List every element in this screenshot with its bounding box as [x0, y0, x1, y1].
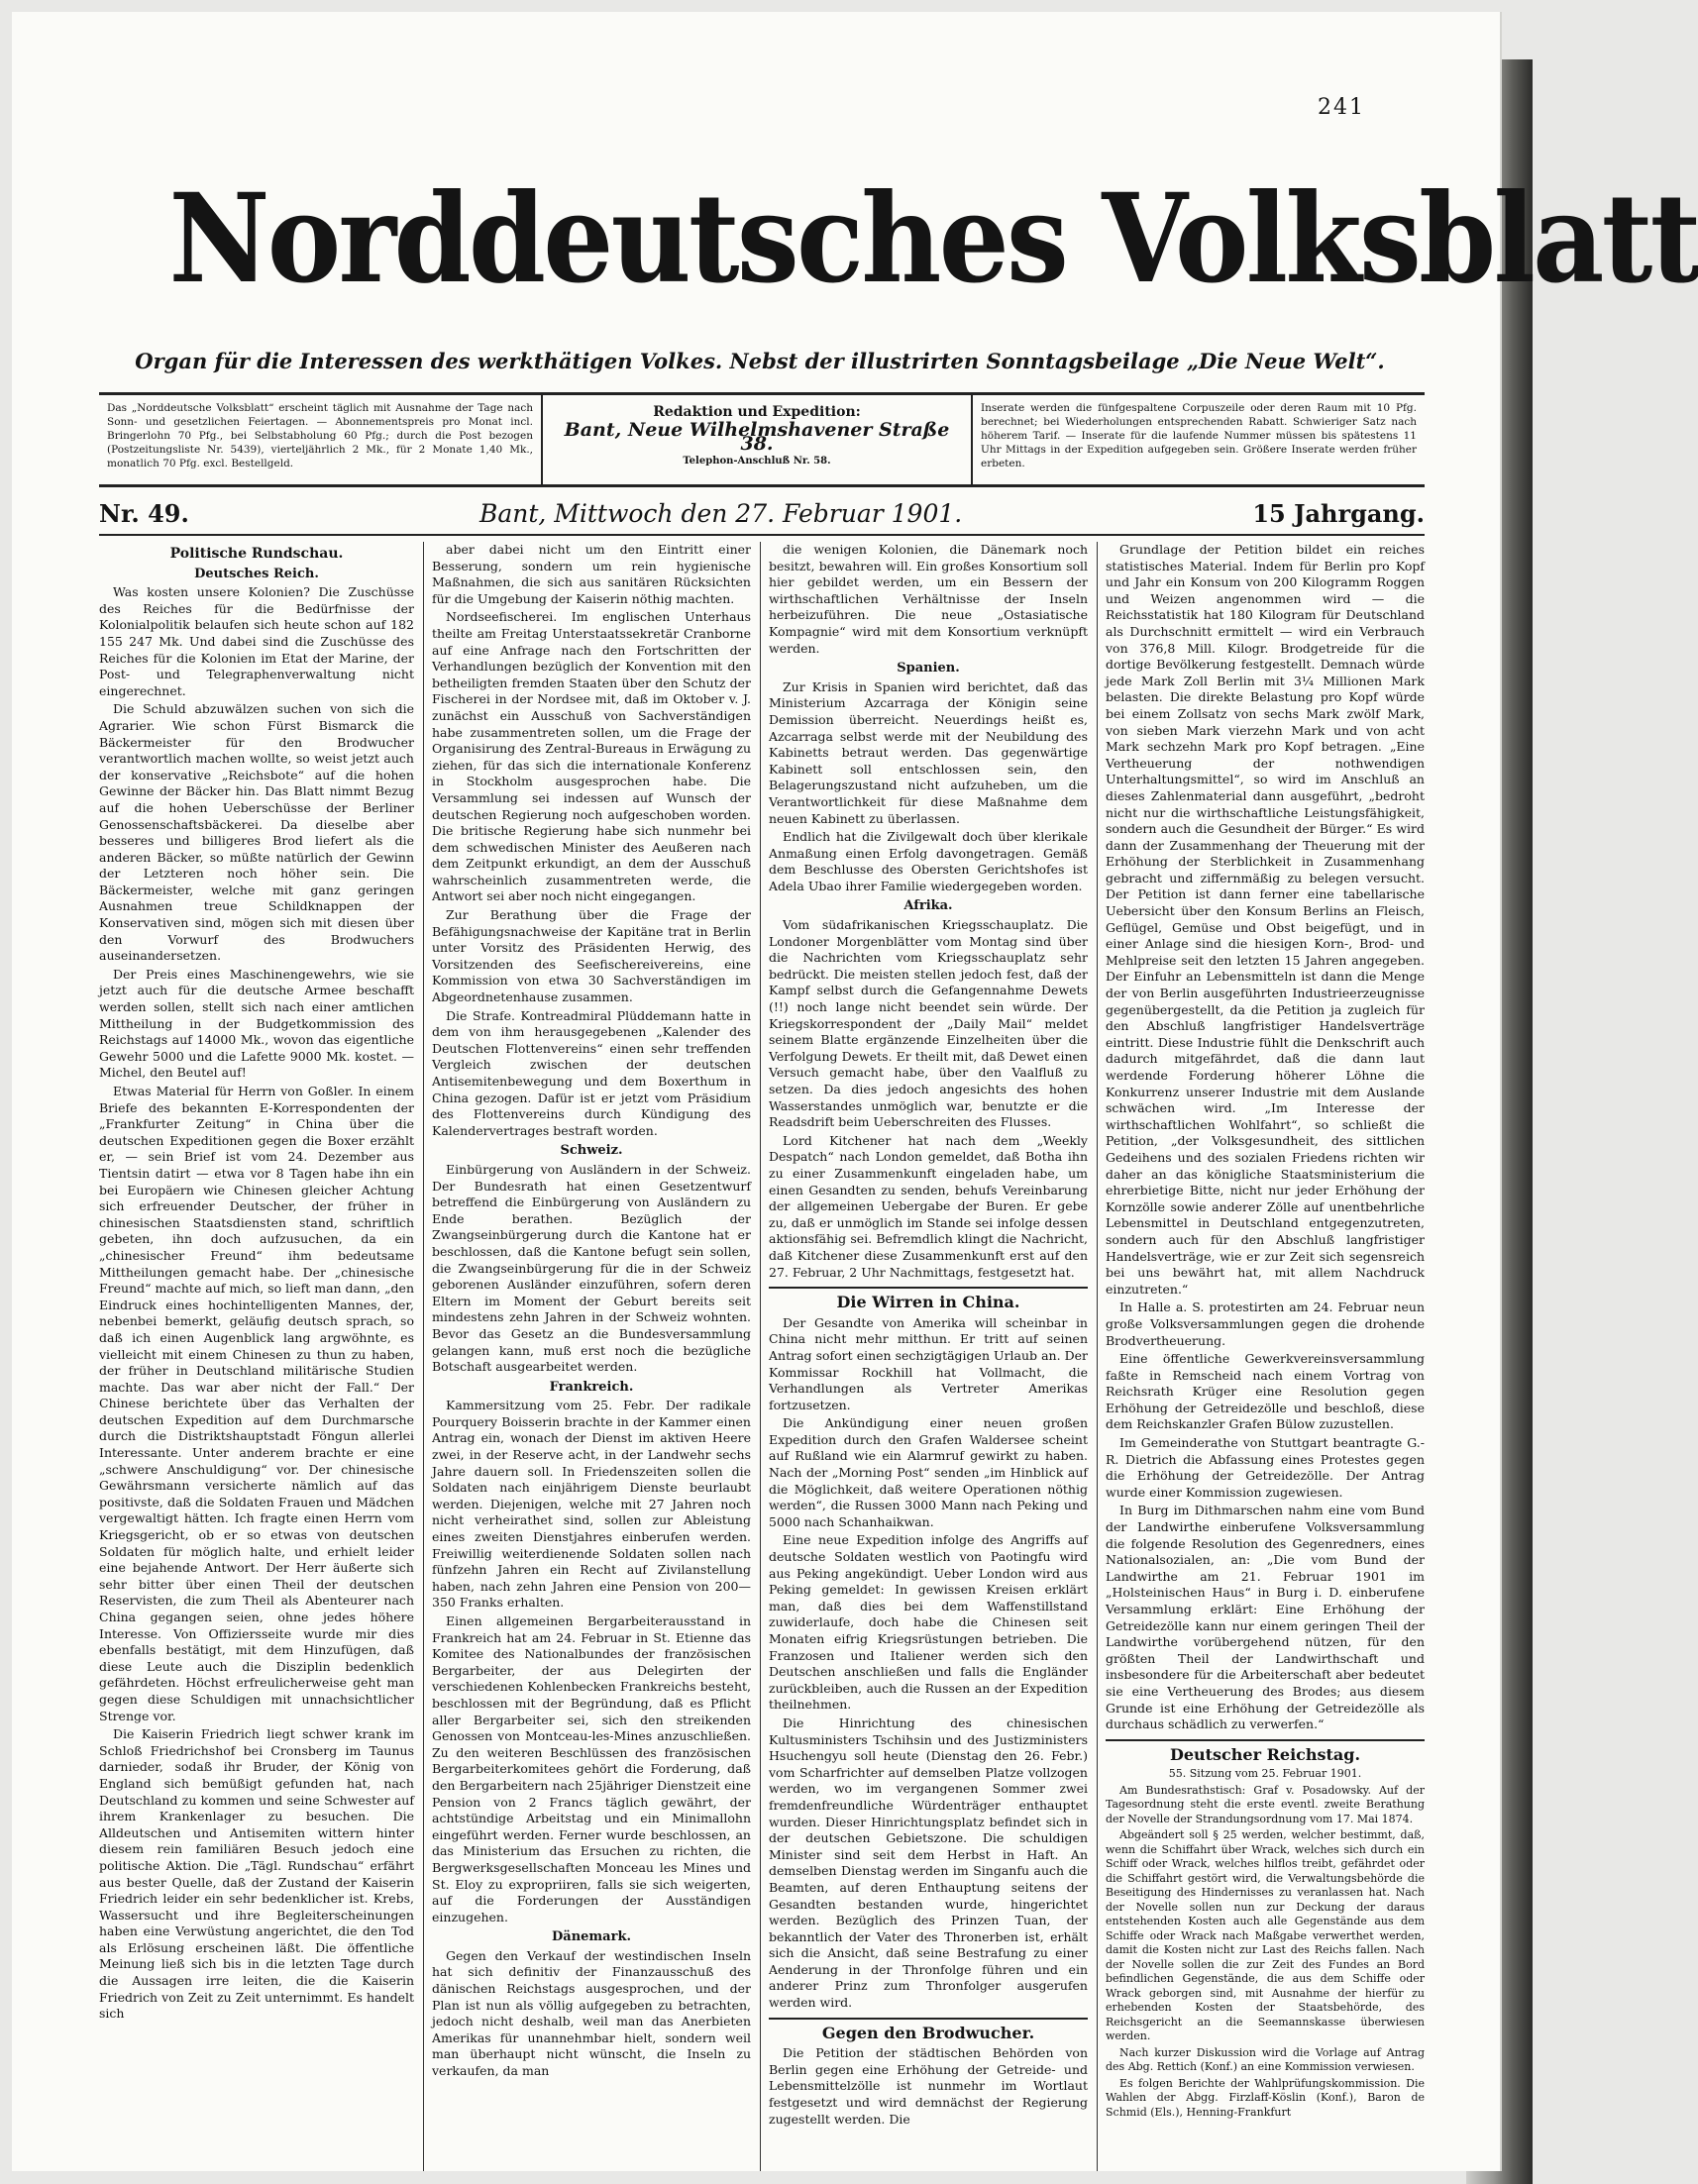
session-line: 55. Sitzung vom 25. Februar 1901.	[1168, 1767, 1362, 1781]
article-paragraph: Vom südafrikanischen Kriegsschauplatz. Die Londoner Morgenblätter vom Montag sind über die Nachrichten vom Kriegsschauplatz sehr bedrückt. Die meisten stellen jedoch fest, daß der Kampf selbst durch die Gefangennahme Dewets (!!) noch lange nicht beendet sein würde. Der Kriegskorrespondent der „Daily Mail“ meldet seinem Blatte ergänzende Einzelheiten über die Verfolgung Dewets. Er theilt mit, daß Dewet einen Versuch gemacht habe, über den Vaalfluß zu setzen. Da dies jedoch angesichts des hohen Wasserstandes unmöglich war, benutzte er die Readsdrift beim Ueberschreiten des Flusses.	[769, 917, 1088, 1130]
article-paragraph: In Burg im Dithmarschen nahm eine vom Bund der Landwirthe einberufene Volksversammlung die folgende Resolution des Gegenredners, eines Nationalsozialen, an: „Die vom Bund der Landwirthe am 21. Februar 1901 im „Holsteinischen Haus“ in Burg i. D. einberufene Versammlung erklärt: Eine Erhöhung der Getreidezölle kann nur einem geringen Theil der Landwirthe vorübergehend nützen, für den größten Theil der Landwirthschaft und insbesondere für die Arbeiterschaft aber bedeutet sie eine Vertheuerung des Brodes; aus diesem Grunde ist eine Erhöhung der Getreidezölle als durchaus schädlich zu verwerfen.“	[1106, 1503, 1425, 1732]
article-paragraph: Der Preis eines Maschinengewehrs, wie sie jetzt auch für die deutsche Armee beschafft werden sollen, stellt sich nach einer amtlichen Mittheilung in der Budgetkommission des Reichstags auf 14000 Mk., wovon das eigentliche Gewehr 5000 und die Lafette 9000 Mk. kostet. — Michel, den Beutel auf!	[99, 966, 414, 1081]
article-heading: Gegen den Brodwucher.	[821, 2023, 1035, 2042]
column-3	[769, 542, 1088, 2171]
article-paragraph: Die Strafe. Kontreadmiral Plüddemann hatte in dem von ihm herausgegebenen „Kalender des Deutschen Flottenvereins“ einen sehr treffenden Vergleich zwischen der deutschen Antisemitenbewegung und dem Boxerthum in China gezogen. Dafür ist er jetzt vom Präsidium des Flottenvereins durch Kündigung des Kalendervertrages bestraft worden.	[432, 1007, 751, 1138]
article-paragraph: In Halle a. S. protestirten am 24. Februar neun große Volksversammlungen gegen die drohende Brodvertheuerung.	[1106, 1300, 1425, 1348]
subsection-heading: Deutsches Reich.	[194, 566, 319, 581]
newspaper-page	[12, 12, 1698, 2171]
office-phone: Telephon-Anschluß Nr. 58.	[683, 456, 831, 467]
article-heading: Deutscher Reichstag.	[1169, 1744, 1361, 1764]
article-paragraph: Einbürgerung von Ausländern in der Schweiz. Der Bundesrath hat einen Gesetzentwurf betreffend die Einbürgerung von Ausländern zu Ende berathen. Bezüglich der Zwangseinbürgerung durch die Kantone hat er beschlossen, daß die Kantone befugt sein sollen, die Zwangseinbürgerung für die in der Schweiz geborenen Ausländer einzuführen, sofern deren Eltern im Moment der Geburt bereits seit mindestens zehn Jahren in der Schweiz wohnten. Bevor das Gesetz an die Bundesversammlung gelangen kann, muß erst noch die bezügliche Botschaft ausgearbeitet werden.	[432, 1161, 751, 1375]
article-paragraph: Was kosten unsere Kolonien? Die Zuschüsse des Reiches für die Bedürfnisse der Kolonialpolitik belaufen sich heute schon auf 182 155 247 Mk. Und dabei sind die Zuschüsse des Reiches für die Kolonien im Etat der Marine, der Post- und Telegraphenverwaltung nicht eingerechnet.	[99, 584, 414, 698]
page-number: 241	[1318, 95, 1365, 120]
article-paragraph: Eine neue Expedition infolge des Angriffs auf deutsche Soldaten westlich von Paotingfu wird aus Peking angekündigt. Ueber London wird aus Peking gemeldet: In gewissen Kreisen erklärt man, daß dies bei dem Waffenstillstand zuwiderlaufe, doch habe die Chinesen seit Monaten eifrig Kriegsrüstungen betrieben. Die Franzosen und Italiener werden sich den Deutschen anschließen und falls die Engländer zurückbleiben, auch die Russen an der Expedition theilnehmen.	[769, 1532, 1088, 1713]
subscription-info: Das „Norddeutsche Volksblatt“ erscheint täglich mit Ausnahme der Tage nach Sonn- und gesetzlichen Feiertagen. — Abonnementspreis pro Monat incl. Bringerlohn 70 Pfg., bei Selbstabholung 60 Pfg.; durch die Post bezogen (Postzeitungsliste Nr. 5439), vierteljährlich 2 Mk., für 2 Monate 1,40 Mk., monatlich 70 Pfg. excl. Bestellgeld.	[99, 395, 543, 484]
divider	[769, 1287, 1088, 1289]
issue-year: 15 Jahrgang.	[1252, 498, 1425, 528]
article-paragraph: Einen allgemeinen Bergarbeiterausstand in Frankreich hat am 24. Februar in St. Etienne das Komitee des Nationalbundes der französischen Bergarbeiter, der aus Delegirten der verschiedenen Kohlenbecken Frankreichs besteht, beschlossen mit der Begründung, daß es Pflicht aller Bergarbeiter sei, sich den streikenden Genossen von Montceau-les-Mines anzuschließen. Zu den weiteren Beschlüssen des französischen Bergarbeiterkomitees gehört die Forderung, daß den Bergarbeitern nach 25jähriger Dienstzeit eine Pension von 2 Francs täglich gewährt, der achtstündige Arbeitstag und ein Minimallohn eingeführt werden. Ferner wurde beschlossen, an das Ministerium das Ersuchen zu richten, die Bergwerksgesellschaften Monceau les Mines und St. Eloy zu expropriiren, falls sie sich weigerten, auf die Forderungen der Ausständigen einzugehen.	[432, 1613, 751, 1924]
article-paragraph: Die Schuld abzuwälzen suchen von sich die Agrarier. Wie schon Fürst Bismarck die Bäckermeister für den Brodwucher verantwortlich machen wollte, so weist jetzt auch der konservative „Reichsbote“ auf die hohen Gewinne der Bäcker hin. Das Blatt nimmt Bezug auf die hohen Ueberschüsse der Berliner Genossenschaftsbäckerei. Da dieselbe aber besseres und billigeres Brod liefert als die anderen Bäcker, so müßte natürlich der Gewinn der Letzteren noch höher sein. Die Bäckermeister, welche mit ganz geringen Ausnahmen treue Schildknappen der Konservativen sind, mögen sich mit diesen über den Vorwurf des Brodwuchers auseinandersetzen.	[99, 701, 414, 964]
divider	[769, 2018, 1088, 2020]
subsection-heading: Dänemark.	[552, 1929, 631, 1945]
article-paragraph: Im Gemeinderathe von Stuttgart beantragte G.-R. Dietrich die Abfassung eines Protestes gegen die Erhöhung der Getreidezölle. Der Antrag wurde einer Kommission zugewiesen.	[1106, 1435, 1425, 1500]
article-paragraph: Am Bundesrathstisch: Graf v. Posadowsky. Auf der Tagesordnung steht die erste eventl. zweite Berathung der Novelle der Strandungsordnung vom 17. Mai 1874.	[1106, 1783, 1425, 1825]
issue-date: Bant, Mittwoch den 27. Februar 1901.	[478, 498, 963, 528]
editorial-office	[543, 395, 973, 484]
article-paragraph: Es folgen Berichte der Wahlprüfungskommission. Die Wahlen der Abgg. Firzlaff-Köslin (Konf.), Baron de Schmid (Els.), Henning-Frankfurt	[1106, 2076, 1425, 2119]
article-paragraph: Zur Berathung über die Frage der Befähigungsnachweise der Kapitäne trat in Berlin unter Vorsitz des Präsidenten Herwig, des Vorsitzenden des Seefischereivereins, eine Kommission von etwa 30 Sachverständigen im Abgeordnetenhause zusammen.	[432, 907, 751, 1005]
article-paragraph: Der Gesandte von Amerika will scheinbar in China nicht mehr mitthun. Er tritt auf seinen Antrag sofort einen sechzigtägigen Urlaub an. Der Kommissar Rockhill hat Vollmacht, die Verhandlungen als Vertreter Amerikas fortzusetzen.	[769, 1314, 1088, 1412]
office-title: Redaktion und Expedition:	[653, 404, 861, 420]
article-paragraph: Kammersitzung vom 25. Febr. Der radikale Pourquery Boisserin brachte in der Kammer einen Antrag ein, wonach der Dienst im aktiven Heere zwei, in der Reserve acht, in der Landwehr sechs Jahre dauern soll. In Friedenszeiten sollen die Soldaten nach einjährigem Dienste beurlaubt werden. Diejenigen, welche mit 27 Jahren noch nicht verheirathet sind, sollen zur Ableistung eines zweiten Dienstjahres einberufen werden. Freiwillig weiterdienende Soldaten sollen nach fünfzehn Jahren ein Recht auf Zivilanstellung haben, nach zehn Jahren eine Pension von 200—350 Franks erhalten.	[432, 1398, 751, 1611]
divider	[1106, 1739, 1425, 1741]
dateline	[99, 492, 1425, 536]
article-paragraph: Gegen den Verkauf der westindischen Inseln hat sich definitiv der Finanzausschuß des dänischen Reichstags ausgesprochen, und der Plan ist nun als völlig aufgegeben zu betrachten, jedoch nicht deshalb, weil man das Anerbieten Amerikas für unannehmbar hielt, sondern weil man überhaupt nicht wünscht, die Inseln zu verkaufen, da man	[432, 1947, 751, 2079]
column-1	[99, 542, 414, 2171]
column-rule	[423, 542, 424, 2171]
article-paragraph: Eine öffentliche Gewerkvereinsversammlung faßte in Remscheid nach einem Vortrag von Reichsrath Krüger eine Resolution gegen Erhöhung der Getreidezölle und beschloß, diese dem Reichskanzler Grafen Bülow zuzustellen.	[1106, 1351, 1425, 1432]
article-paragraph: Etwas Material für Herrn von Goßler. In einem Briefe des bekannten E-Korrespondenten der „Frankfurter Zeitung“ in China über die deutschen Expeditionen gegen die Boxer erzählt er, — sein Brief ist vom 24. Dezember aus Tientsin datirt — etwa vor 8 Tagen habe ihn ein bei Europäern wie Chinesen gleicher Achtung sich erfreuender Deutscher, der früher in chinesischen Staatsdiensten stand, schriftlich gebeten, ihn doch aufzusuchen, da ein „chinesischer Freund“ ihm bedeutsame Mittheilungen gemacht habe. Der „chinesische Freund“ machte auf mich, so lieft man dann, „den Eindruck eines hochintelligenten Mannes, der, nebenbei bemerkt, geläufig deutsch sprach, so daß ich einen Augenblick lang argwöhnte, es vielleicht mit einem Chinesen zu thun zu haben, der früher in Deutschland militärische Studien machte. Das war aber nicht der Fall.“ Der Chinese berichtete über das Verhalten der deutschen Expedition auf dem Durchmarsche durch die Distriktshauptstadt Föngun allerlei Interessante. Unter anderem brachte er eine „schwere Anschuldigung“ vor. Der chinesische Gewährsmann versicherte nämlich auf das positivste, daß die Soldaten Frauen und Mädchen vergewaltigt hätten. Ich fragte einen Herrn vom Kriegsgericht, ob er so etwas von deutschen Soldaten für möglich halte, und erhielt leider eine bejahende Antwort. Der Herr äußerte sich sehr bitter über einen Theil der deutschen Reservisten, die zum Theil als Abenteurer nach China gegangen seien, ohne jedes höhere Interesse. Von Offiziersseite wurde mir dies ebenfalls bestätigt, mit dem Hinzufügen, daß diese Leute auch die Disziplin bedenklich gefährdeten. Höchst erfreulicherweise geht man gegen diese Schuldigen mit unnachsichtlicher Strenge vor.	[99, 1084, 414, 1723]
column-2	[432, 542, 751, 2171]
article-paragraph: Grundlage der Petition bildet ein reiches statistisches Material. Indem für Berlin pro Kopf und Jahr ein Konsum von 200 Kilogramm Roggen und Weizen angenommen wird — die Reichsstatistik hat 180 Kilogram für Deutschland als Durchschnitt ermittelt — wird ein Verbrauch von 376,8 Mill. Kilogr. Brodgetreide für die dortige Bevölkerung festgestellt. Demnach würde jede Mark Zoll Berlin mit 3¼ Millionen Mark belasten. Die direkte Belastung pro Kopf würde bei einem Zollsatz von sechs Mark zwölf Mark, von sieben Mark vierzehn Mark und von acht Mark sechzehn Mark pro Kopf betragen. „Eine Vertheuerung der nothwendigen Unterhaltungsmittel“, so wird im Anschluß an dieses Zahlenmaterial dann ausgeführt, „bedroht nicht nur die wirthschaftliche Leistungsfähigkeit, sondern auch die Gesundheit der Bürger.“ Es wird dann der Zusammenhang der Theuerung mit der Erhöhung der Sterblichkeit in Zusammenhang gebracht und ziffernmäßig zu belegen versucht. Der Petition ist dann ferner eine tabellarische Uebersicht über den Konsum Berlins an Fleisch, Geflügel, Gemüse und Obst beigefügt, und in einer Anlage sind die hiesigen Korn-, Brod- und Mehlpreise seit den letzten 15 Jahren angegeben. Der Einfuhr an Lebensmitteln ist dann die Menge der von Berlin ausgeführten Industrieerzeugnisse gegenübergestellt, da die Petition ja zugleich für den Abschluß langfristiger Handelsverträge eintritt. Diese Industrie fühlt die Denkschrift auch dadurch mitgefährdet, daß die dann laut werdende Forderung höherer Löhne die Konkurrenz unserer Industrie mit dem Auslande schwächen wird. „Im Interesse der wirthschaftlichen Wohlfahrt“, so schließt die Petition, „der Volksgesundheit, des sittlichen Gedeihens und des sozialen Friedens richten wir daher an das königliche Staatsministerium die ehrerbietige Bitte, nicht nur jeder Erhöhung der Kornzölle sowie anderer Zölle auf unentbehrliche Lebensmittel in Deutschland entgegenzutreten, sondern auch für den Abschluß langfristiger Handelsverträge, wie er zur Zeit sich segensreich bei uns bewährt hat, mit allem Nachdruck einzutreten.“	[1106, 542, 1425, 1297]
column-rule	[760, 542, 761, 2171]
column-rule	[1097, 542, 1098, 2171]
subsection-heading: Frankreich.	[549, 1379, 634, 1395]
article-paragraph: Die Hinrichtung des chinesischen Kultusministers Tschihsin und des Justizministers Hsuchengyu soll heute (Dienstag den 26. Febr.) vom Scharfrichter auf demselben Platze vollzogen werden, wo im vergangenen Sommer zwei fremdenfreundliche Würdenträger enthauptet wurden. Dieser Hinrichtungsplatz befindet sich in der deutschen Gebietszone. Die schuldigen Minister sind seit dem Herbst in Haft. An demselben Dienstag werden im Singanfu auch die Beamten, auf deren Enthauptung seitens der Gesandten bestanden wurde, hingerichtet werden. Bezüglich des Prinzen Tuan, der bekanntlich der Vater des Thronerben ist, erhält sich die Ansicht, daß seine Bestrafung zu einer Aenderung in der Thronfolge führen und ein anderer Prinz zum Thronfolger ausgerufen werden wird.	[769, 1715, 1088, 2011]
article-paragraph: Abgeändert soll § 25 werden, welcher bestimmt, daß, wenn die Schiffahrt über Wrack, welches sich durch ein Schiff oder Wrack, welches hilflos treibt, gefährdet oder die Schiffahrt gestört wird, die Verwaltungsbehörde die Beseitigung des Hindernisses zu veranlassen hat. Nach der Novelle sollen nun zur Deckung der daraus entstehenden Kosten auch alle Gegenstände aus dem Schiffe oder Wrack nach Maßgabe verwerthet werden, damit die Kosten nicht zur Last des Reichs fallen. Nach der Novelle sollen die zur Zeit des Fundes an Bord befindlichen Gegenstände, die aus dem Schiffe oder Wrack geborgen sind, mit Ausnahme der hierfür zu erhebenden Kosten der Staatsbehörde, des Reichsgericht an die Seemannskasse überwiesen werden.	[1106, 1828, 1425, 2043]
article-heading: Die Wirren in China.	[836, 1293, 1020, 1312]
article-paragraph: Nach kurzer Diskussion wird die Vorlage auf Antrag des Abg. Rettich (Konf.) an eine Kommission verwiesen.	[1106, 2045, 1425, 2074]
advertising-info: Inserate werden die fünfgespaltene Corpuszeile oder deren Raum mit 10 Pfg. berechnet; bei Wiederholungen entsprechenden Rabatt. Schwieriger Satz nach höherem Tarif. — Inserate für die laufende Nummer müssen bis spätestens 11 Uhr Mittags in der Expedition aufgegeben sein. Größere Inserate werden früher erbeten.	[981, 402, 1417, 469]
masthead-title: Norddeutsches Volksblatt	[168, 167, 1698, 311]
issue-number: Nr. 49.	[99, 498, 189, 528]
article-paragraph: Die Ankündigung einer neuen großen Expedition durch den Grafen Waldersee scheint auf Rußland wie ein Alarmruf gewirkt zu haben. Nach der „Morning Post“ senden „im Hinblick auf die Möglichkeit, daß weitere Operationen nöthig werden“, die Russen 3000 Mann nach Peking und 5000 nach Schanhaikwan.	[769, 1415, 1088, 1529]
article-paragraph: aber dabei nicht um den Eintritt einer Besserung, sondern um rein hygienische Maßnahmen, die sich aus sanitären Rücksichten für die Umgebung der Kaiserin nöthig machten.	[432, 542, 751, 606]
subsection-heading: Afrika.	[903, 898, 953, 914]
masthead-subtitle: Organ für die Interessen des werkthätigen Volkes. Nebst der illustrirten Sonntagsbeilage „Die Neue Welt“.	[135, 349, 1385, 373]
article-paragraph: Zur Krisis in Spanien wird berichtet, daß das Ministerium Azcarraga der Königin seine Demission überreicht. Neuerdings heißt es, Azcarraga selbst werde mit der Neubildung des Kabinetts betraut werden. Das gegenwärtige Kabinett soll entschlossen sein, den Belagerungszustand nicht aufzuheben, um die Verantwortlichkeit für diese Maßnahme dem neuen Kabinett zu überlassen.	[769, 678, 1088, 826]
section-heading: Politische Rundschau.	[169, 546, 344, 562]
article-paragraph: die wenigen Kolonien, die Dänemark noch besitzt, bewahren will. Ein großes Konsortium soll hier gebildet werden, um ein Bessern der wirthschaftlichen Verhältnisse der Inseln herbeizuführen. Die neue „Ostasiatische Kompagnie“ wird mit dem Konsortium verknüpft werden.	[769, 542, 1088, 656]
article-paragraph: Die Petition der städtischen Behörden von Berlin gegen eine Erhöhung der Getreide- und Lebensmittelzölle ist nunmehr im Wortlaut festgesetzt und wird demnächst der Regierung zugestellt werden. Die	[769, 2045, 1088, 2127]
office-address: Bant, Neue Wilhelmshavener Straße 38.	[564, 419, 950, 455]
info-bar	[99, 392, 1425, 487]
subsection-heading: Spanien.	[897, 661, 960, 676]
subsection-heading: Schweiz.	[560, 1143, 623, 1159]
article-paragraph: Lord Kitchener hat nach dem „Weekly Despatch“ nach London gemeldet, daß Botha ihn zu einer Zusammenkunft eingeladen habe, um einen Gesandten zu senden, behufs Vereinbarung der allgemeinen Uebergabe der Buren. Er gebe zu, daß er unmöglich im Stande sei infolge dessen aktionsfähig sei. Befremdlich klingt die Nachricht, daß Kitchener diese Zusammenkunft erst auf den 27. Februar, 2 Uhr Nachmittags, festgesetzt hat.	[769, 1132, 1088, 1280]
article-paragraph: Endlich hat die Zivilgewalt doch über klerikale Anmaßung einen Erfolg davongetragen. Gemäß dem Beschlusse des Obersten Gerichtshofes ist Adela Ubao ihrer Familie wiedergegeben worden.	[769, 829, 1088, 893]
article-columns	[99, 542, 1425, 2171]
column-4	[1106, 542, 1425, 2171]
article-paragraph: Nordseefischerei. Im englischen Unterhaus theilte am Freitag Unterstaatssekretär Cranborne auf eine Anfrage nach den Fortschritten der Verhandlungen bezüglich der Konvention mit den betheiligten fremden Staaten über den Schutz der Fischerei in der Nordsee mit, daß im Oktober v. J. zunächst ein Ausschuß von Sachverständigen habe zusammentreten sollen, um die Frage der Organisirung des Zentral-Bureaus in Erwägung zu ziehen, für das sich die internationale Konferenz in Stockholm ausgesprochen habe. Die Versammlung sei indessen auf Wunsch der deutschen Regierung noch aufgeschoben worden. Die britische Regierung habe sich nunmehr bei dem schwedischen Minister des Aeußeren nach dem Zeitpunkt erkundigt, an dem der Ausschuß wahrscheinlich zusammentreten werde, die Antwort sei aber noch nicht eingegangen.	[432, 609, 751, 904]
article-paragraph: Die Kaiserin Friedrich liegt schwer krank im Schloß Friedrichshof bei Cronsberg im Taunus darnieder, sodaß ihr Bruder, der König von England sich bemüßigt gefunden hat, nach Deutschland zu kommen und seine Schwester auf ihrem Krankenlager zu besuchen. Die Alldeutschen und Antisemiten wittern hinter diesem rein familiären Besuch jedoch eine politische Aktion. Die „Tägl. Rundschau“ erfährt aus bester Quelle, daß der Zustand der Kaiserin Friedrich leider ein sehr bedenklicher ist. Krebs, Wassersucht und ihre Begleiterscheinungen haben eine Verwüstung angerichtet, die den Tod als Erlösung erscheinen läßt. Die öffentliche Meinung ließ sich bis in die letzten Tage durch die Aussagen irre leiten, die die Kaiserin Friedrich von Zeit zu Zeit unternimmt. Es handelt sich	[99, 1726, 414, 2022]
